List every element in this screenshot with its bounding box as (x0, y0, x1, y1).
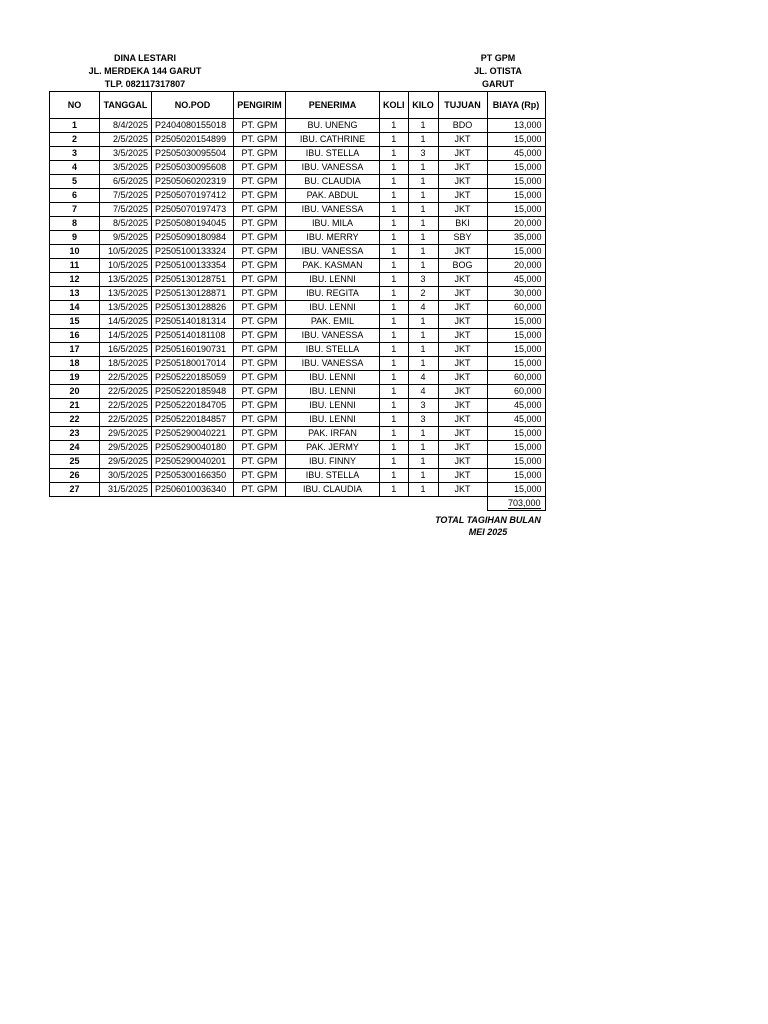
table-row (50, 357, 546, 371)
cell-pod: P2506010036340 (152, 483, 234, 497)
cell-kilo: 1 (408, 441, 438, 455)
cell-kilo: 1 (408, 217, 438, 231)
table-row (50, 385, 546, 399)
cell-destination: JKT (438, 175, 487, 189)
cell-recipient: IBU. MILA (286, 217, 380, 231)
table-row (50, 413, 546, 427)
cell-sender: PT. GPM (234, 119, 286, 133)
cell-date: 18/5/2025 (100, 357, 152, 371)
cell-pod: P2505090180984 (152, 231, 234, 245)
cell-no: 21 (50, 399, 100, 413)
cell-destination: JKT (438, 301, 487, 315)
cell-no: 26 (50, 469, 100, 483)
cell-recipient: BU. UNENG (286, 119, 380, 133)
cell-cost: 15,000 (487, 343, 545, 357)
cell-pod: P2505100133324 (152, 245, 234, 259)
cell-destination: JKT (438, 399, 487, 413)
cell-date: 30/5/2025 (100, 469, 152, 483)
cell-recipient: PAK. IRFAN (286, 427, 380, 441)
cell-recipient: IBU. STELLA (286, 147, 380, 161)
cell-date: 8/4/2025 (100, 119, 152, 133)
cell-destination: JKT (438, 315, 487, 329)
cell-kilo: 3 (408, 399, 438, 413)
cell-recipient: PAK. KASMAN (286, 259, 380, 273)
cell-sender: PT. GPM (234, 385, 286, 399)
table-row (50, 119, 546, 133)
sender-block (60, 52, 230, 91)
cell-sender: PT. GPM (234, 175, 286, 189)
cell-date: 13/5/2025 (100, 287, 152, 301)
recipient-city: GARUT (482, 79, 514, 89)
total-label-line1: TOTAL TAGIHAN BULAN (435, 515, 541, 525)
cell-destination: JKT (438, 357, 487, 371)
cell-date: 22/5/2025 (100, 399, 152, 413)
cell-kilo: 1 (408, 231, 438, 245)
col-header-sender: PENGIRIM (234, 92, 286, 119)
col-header-koli: KOLI (380, 92, 409, 119)
cell-koli: 1 (380, 133, 409, 147)
cell-recipient: IBU. LENNI (286, 413, 380, 427)
cell-cost: 15,000 (487, 469, 545, 483)
cell-cost: 30,000 (487, 287, 545, 301)
cell-recipient: PAK. EMIL (286, 315, 380, 329)
cell-cost: 15,000 (487, 189, 545, 203)
cell-koli: 1 (380, 315, 409, 329)
cell-destination: JKT (438, 385, 487, 399)
cell-kilo: 1 (408, 175, 438, 189)
cell-koli: 1 (380, 217, 409, 231)
cell-date: 29/5/2025 (100, 427, 152, 441)
table-row (50, 231, 546, 245)
invoice-table (49, 91, 546, 511)
cell-sender: PT. GPM (234, 427, 286, 441)
cell-cost: 60,000 (487, 385, 545, 399)
cell-koli: 1 (380, 455, 409, 469)
cell-date: 7/5/2025 (100, 189, 152, 203)
cell-destination: JKT (438, 371, 487, 385)
cell-cost: 15,000 (487, 315, 545, 329)
cell-destination: JKT (438, 245, 487, 259)
cell-sender: PT. GPM (234, 203, 286, 217)
cell-no: 7 (50, 203, 100, 217)
table-row (50, 301, 546, 315)
cell-recipient: IBU. LENNI (286, 273, 380, 287)
cell-koli: 1 (380, 427, 409, 441)
cell-sender: PT. GPM (234, 231, 286, 245)
cell-cost: 45,000 (487, 273, 545, 287)
cell-no: 3 (50, 147, 100, 161)
cell-kilo: 1 (408, 455, 438, 469)
cell-kilo: 1 (408, 203, 438, 217)
cell-kilo: 1 (408, 189, 438, 203)
cell-pod: P2505030095608 (152, 161, 234, 175)
cell-pod: P2505070197412 (152, 189, 234, 203)
cell-date: 16/5/2025 (100, 343, 152, 357)
cell-pod: P2505290040180 (152, 441, 234, 455)
table-row (50, 343, 546, 357)
cell-no: 12 (50, 273, 100, 287)
cell-recipient: IBU. REGITA (286, 287, 380, 301)
cell-kilo: 1 (408, 133, 438, 147)
cell-recipient: PAK. ABDUL (286, 189, 380, 203)
cell-destination: JKT (438, 483, 487, 497)
cell-destination: JKT (438, 343, 487, 357)
cell-koli: 1 (380, 343, 409, 357)
table-row (50, 273, 546, 287)
table-row (50, 427, 546, 441)
cell-koli: 1 (380, 203, 409, 217)
recipient-block (430, 52, 566, 91)
cell-destination: JKT (438, 329, 487, 343)
cell-recipient: IBU. LENNI (286, 371, 380, 385)
cell-kilo: 4 (408, 371, 438, 385)
cell-cost: 15,000 (487, 455, 545, 469)
total-label (420, 514, 556, 538)
cell-pod: P2505290040201 (152, 455, 234, 469)
cell-destination: JKT (438, 413, 487, 427)
table-row (50, 371, 546, 385)
cell-koli: 1 (380, 329, 409, 343)
cell-no: 5 (50, 175, 100, 189)
cell-kilo: 3 (408, 413, 438, 427)
col-header-kilo: KILO (408, 92, 438, 119)
table-row (50, 483, 546, 497)
cell-sender: PT. GPM (234, 399, 286, 413)
cell-date: 13/5/2025 (100, 301, 152, 315)
cell-no: 10 (50, 245, 100, 259)
cell-cost: 15,000 (487, 175, 545, 189)
cell-date: 22/5/2025 (100, 385, 152, 399)
cell-date: 22/5/2025 (100, 371, 152, 385)
cell-cost: 60,000 (487, 301, 545, 315)
table-row (50, 147, 546, 161)
cell-pod: P2505100133354 (152, 259, 234, 273)
cell-cost: 35,000 (487, 231, 545, 245)
cell-pod: P2505160190731 (152, 343, 234, 357)
cell-pod: P2505070197473 (152, 203, 234, 217)
cell-date: 9/5/2025 (100, 231, 152, 245)
cell-destination: SBY (438, 231, 487, 245)
cell-recipient: PAK. JERMY (286, 441, 380, 455)
cell-kilo: 1 (408, 259, 438, 273)
cell-koli: 1 (380, 413, 409, 427)
cell-recipient: IBU. CLAUDIA (286, 483, 380, 497)
cell-destination: JKT (438, 427, 487, 441)
cell-date: 13/5/2025 (100, 273, 152, 287)
cell-date: 7/5/2025 (100, 203, 152, 217)
table-row (50, 455, 546, 469)
cell-pod: P2505220184705 (152, 399, 234, 413)
cell-sender: PT. GPM (234, 343, 286, 357)
cell-koli: 1 (380, 161, 409, 175)
sender-address: JL. MERDEKA 144 GARUT (88, 66, 202, 76)
cell-destination: BOG (438, 259, 487, 273)
cell-sender: PT. GPM (234, 357, 286, 371)
cell-kilo: 1 (408, 245, 438, 259)
cell-pod: P2505140181108 (152, 329, 234, 343)
cell-no: 18 (50, 357, 100, 371)
cell-sender: PT. GPM (234, 189, 286, 203)
cell-cost: 15,000 (487, 133, 545, 147)
table-row (50, 399, 546, 413)
cell-cost: 13,000 (487, 119, 545, 133)
cell-destination: JKT (438, 133, 487, 147)
cell-kilo: 1 (408, 315, 438, 329)
cell-no: 15 (50, 315, 100, 329)
recipient-name: PT GPM (480, 53, 516, 63)
cell-koli: 1 (380, 245, 409, 259)
table-row (50, 175, 546, 189)
cell-pod: P2505300166350 (152, 469, 234, 483)
cell-cost: 20,000 (487, 217, 545, 231)
cell-no: 22 (50, 413, 100, 427)
cell-cost: 15,000 (487, 441, 545, 455)
cell-sender: PT. GPM (234, 287, 286, 301)
cell-kilo: 4 (408, 301, 438, 315)
cell-recipient: IBU. VANESSA (286, 357, 380, 371)
cell-no: 8 (50, 217, 100, 231)
cell-pod: P2505130128751 (152, 273, 234, 287)
cell-destination: JKT (438, 189, 487, 203)
cell-kilo: 3 (408, 147, 438, 161)
cell-pod: P2505030095504 (152, 147, 234, 161)
cell-no: 14 (50, 301, 100, 315)
total-amount: 703,000 (507, 498, 541, 508)
cell-recipient: IBU. LENNI (286, 385, 380, 399)
cell-koli: 1 (380, 301, 409, 315)
cell-sender: PT. GPM (234, 147, 286, 161)
cell-no: 11 (50, 259, 100, 273)
cell-pod: P2505020154899 (152, 133, 234, 147)
cell-kilo: 1 (408, 483, 438, 497)
table-row (50, 203, 546, 217)
cell-cost: 60,000 (487, 371, 545, 385)
sender-phone: TLP. 082117317807 (104, 79, 186, 89)
cell-recipient: IBU. STELLA (286, 469, 380, 483)
cell-date: 31/5/2025 (100, 483, 152, 497)
cell-sender: PT. GPM (234, 273, 286, 287)
cell-koli: 1 (380, 119, 409, 133)
cell-no: 13 (50, 287, 100, 301)
cell-koli: 1 (380, 357, 409, 371)
cell-kilo: 2 (408, 287, 438, 301)
cell-no: 20 (50, 385, 100, 399)
cell-date: 22/5/2025 (100, 413, 152, 427)
cell-recipient: IBU. VANESSA (286, 245, 380, 259)
cell-destination: JKT (438, 147, 487, 161)
cell-cost: 15,000 (487, 357, 545, 371)
cell-date: 29/5/2025 (100, 441, 152, 455)
cell-koli: 1 (380, 469, 409, 483)
table-header-row (50, 92, 546, 119)
total-label-line2: MEI 2025 (468, 527, 508, 537)
sender-name: DINA LESTARI (114, 53, 176, 63)
cell-sender: PT. GPM (234, 315, 286, 329)
cell-sender: PT. GPM (234, 483, 286, 497)
cell-cost: 15,000 (487, 161, 545, 175)
cell-koli: 1 (380, 441, 409, 455)
col-header-destination: TUJUAN (438, 92, 487, 119)
cell-koli: 1 (380, 287, 409, 301)
cell-sender: PT. GPM (234, 413, 286, 427)
cell-recipient: IBU. VANESSA (286, 329, 380, 343)
cell-pod: P2505180017014 (152, 357, 234, 371)
cell-recipient: IBU. FINNY (286, 455, 380, 469)
total-cell (487, 497, 545, 511)
cell-date: 10/5/2025 (100, 259, 152, 273)
cell-no: 1 (50, 119, 100, 133)
cell-pod: P2505080194045 (152, 217, 234, 231)
cell-destination: JKT (438, 161, 487, 175)
cell-cost: 15,000 (487, 329, 545, 343)
cell-recipient: IBU. CATHRINE (286, 133, 380, 147)
col-header-recipient: PENERIMA (286, 92, 380, 119)
cell-sender: PT. GPM (234, 371, 286, 385)
cell-koli: 1 (380, 385, 409, 399)
cell-no: 19 (50, 371, 100, 385)
cell-sender: PT. GPM (234, 329, 286, 343)
cell-sender: PT. GPM (234, 441, 286, 455)
cell-koli: 1 (380, 231, 409, 245)
cell-cost: 15,000 (487, 427, 545, 441)
cell-date: 10/5/2025 (100, 245, 152, 259)
cell-recipient: IBU. STELLA (286, 343, 380, 357)
cell-no: 17 (50, 343, 100, 357)
cell-kilo: 1 (408, 343, 438, 357)
cell-sender: PT. GPM (234, 161, 286, 175)
col-header-cost: BIAYA (Rp) (487, 92, 545, 119)
cell-no: 6 (50, 189, 100, 203)
cell-date: 14/5/2025 (100, 329, 152, 343)
cell-destination: JKT (438, 203, 487, 217)
cell-koli: 1 (380, 175, 409, 189)
cell-kilo: 1 (408, 357, 438, 371)
cell-pod: P2505220185948 (152, 385, 234, 399)
cell-no: 4 (50, 161, 100, 175)
cell-destination: JKT (438, 273, 487, 287)
table-row (50, 245, 546, 259)
cell-no: 16 (50, 329, 100, 343)
recipient-address: JL. OTISTA (474, 66, 522, 76)
table-row (50, 161, 546, 175)
cell-recipient: IBU. MERRY (286, 231, 380, 245)
cell-recipient: IBU. LENNI (286, 399, 380, 413)
cell-date: 8/5/2025 (100, 217, 152, 231)
cell-sender: PT. GPM (234, 259, 286, 273)
total-spacer (50, 497, 488, 511)
cell-koli: 1 (380, 189, 409, 203)
cell-pod: P2505220184857 (152, 413, 234, 427)
cell-date: 29/5/2025 (100, 455, 152, 469)
cell-kilo: 1 (408, 329, 438, 343)
cell-pod: P2505060202319 (152, 175, 234, 189)
cell-no: 27 (50, 483, 100, 497)
table-row (50, 329, 546, 343)
cell-pod: P2505130128871 (152, 287, 234, 301)
table-row (50, 441, 546, 455)
cell-cost: 15,000 (487, 245, 545, 259)
col-header-pod: NO.POD (152, 92, 234, 119)
table-row (50, 315, 546, 329)
cell-koli: 1 (380, 483, 409, 497)
col-header-date: TANGGAL (100, 92, 152, 119)
cell-pod: P2505220185059 (152, 371, 234, 385)
cell-no: 24 (50, 441, 100, 455)
cell-destination: BKI (438, 217, 487, 231)
cell-koli: 1 (380, 259, 409, 273)
cell-cost: 15,000 (487, 483, 545, 497)
cell-cost: 15,000 (487, 203, 545, 217)
cell-pod: P2505130128826 (152, 301, 234, 315)
cell-cost: 45,000 (487, 413, 545, 427)
cell-kilo: 1 (408, 161, 438, 175)
table-row (50, 287, 546, 301)
cell-cost: 45,000 (487, 147, 545, 161)
cell-destination: BDO (438, 119, 487, 133)
cell-kilo: 4 (408, 385, 438, 399)
cell-destination: JKT (438, 441, 487, 455)
table-row (50, 469, 546, 483)
cell-pod: P2505290040221 (152, 427, 234, 441)
cell-date: 14/5/2025 (100, 315, 152, 329)
cell-destination: JKT (438, 469, 487, 483)
cell-date: 3/5/2025 (100, 147, 152, 161)
cell-cost: 45,000 (487, 399, 545, 413)
cell-kilo: 1 (408, 427, 438, 441)
cell-destination: JKT (438, 287, 487, 301)
cell-cost: 20,000 (487, 259, 545, 273)
cell-koli: 1 (380, 371, 409, 385)
table-row (50, 217, 546, 231)
cell-sender: PT. GPM (234, 133, 286, 147)
table-row (50, 133, 546, 147)
table-row (50, 189, 546, 203)
table-row (50, 259, 546, 273)
cell-destination: JKT (438, 455, 487, 469)
cell-date: 6/5/2025 (100, 175, 152, 189)
cell-sender: PT. GPM (234, 455, 286, 469)
total-row (50, 497, 546, 511)
cell-kilo: 1 (408, 469, 438, 483)
table-body (50, 119, 546, 497)
cell-sender: PT. GPM (234, 301, 286, 315)
cell-pod: P2404080155018 (152, 119, 234, 133)
cell-pod: P2505140181314 (152, 315, 234, 329)
cell-date: 3/5/2025 (100, 161, 152, 175)
cell-koli: 1 (380, 399, 409, 413)
cell-koli: 1 (380, 273, 409, 287)
cell-kilo: 1 (408, 119, 438, 133)
cell-recipient: IBU. LENNI (286, 301, 380, 315)
cell-recipient: IBU. VANESSA (286, 203, 380, 217)
cell-kilo: 3 (408, 273, 438, 287)
cell-recipient: BU. CLAUDIA (286, 175, 380, 189)
col-header-no: NO (50, 92, 100, 119)
cell-sender: PT. GPM (234, 469, 286, 483)
cell-no: 23 (50, 427, 100, 441)
cell-sender: PT. GPM (234, 245, 286, 259)
cell-no: 9 (50, 231, 100, 245)
cell-no: 25 (50, 455, 100, 469)
cell-koli: 1 (380, 147, 409, 161)
cell-recipient: IBU. VANESSA (286, 161, 380, 175)
cell-date: 2/5/2025 (100, 133, 152, 147)
cell-no: 2 (50, 133, 100, 147)
cell-sender: PT. GPM (234, 217, 286, 231)
